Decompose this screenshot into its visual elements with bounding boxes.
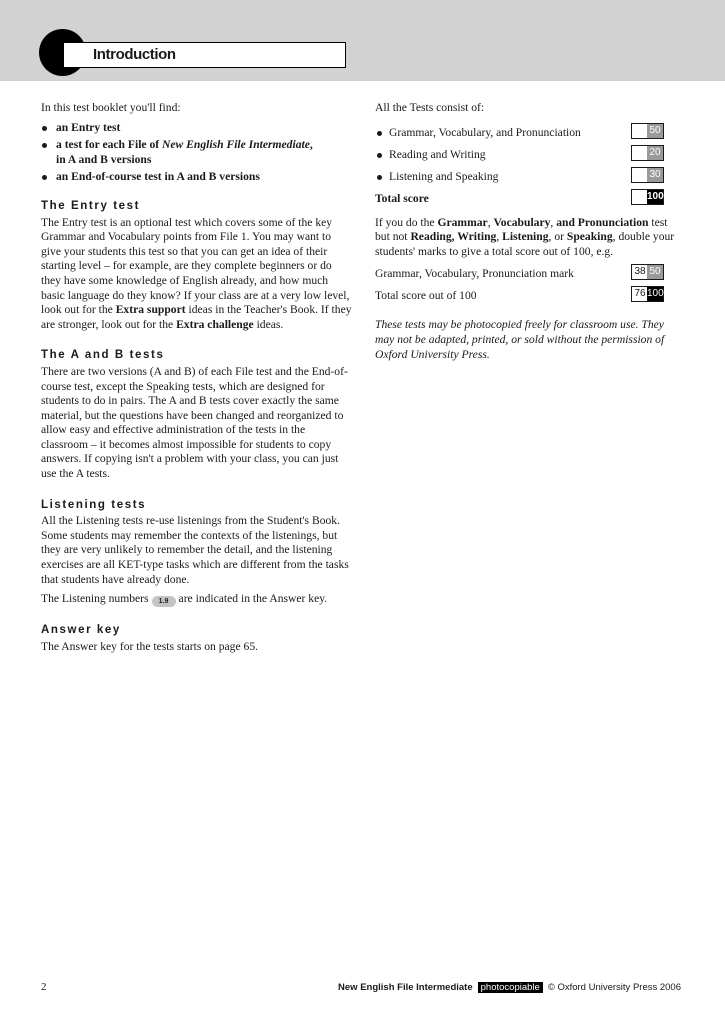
- section-heading-answer-key: Answer key: [41, 624, 121, 637]
- bullet-icon: [377, 153, 382, 158]
- bullet-icon: [42, 143, 47, 148]
- score-box: 50: [631, 123, 664, 139]
- answer-key-text: The Answer key for the tests starts on page 65.: [41, 639, 259, 653]
- example-row: Total score out of 100 76 100: [375, 288, 664, 303]
- score-row: Reading and Writing 20: [375, 145, 675, 167]
- book-title: New English File Intermediate: [162, 138, 310, 152]
- example-total-box: 76 100: [631, 286, 664, 302]
- total-score-box: 100: [631, 189, 664, 205]
- score-row: Grammar, Vocabulary, and Pronunciation 50: [375, 123, 675, 145]
- score-box: 20: [631, 145, 664, 161]
- listening-numbers-text: The Listening numbers 1.9 are indicated in the Answer key.: [41, 592, 328, 606]
- tests-intro-text: All the Tests consist of:: [375, 101, 485, 114]
- ab-tests-text: There are two versions (A and B) of each File test and the End-of-course test, except the Speaking tests, which are designed for students to do in pairs. The A and B tests cover exactly the same material, but the questions have been changed and reorganized to allow easy and effective administration of the tests in the classroom – it becomes almost impossible for students to copy answers. If copying isn't a problem with your class, you can just use the A tests.: [41, 364, 348, 481]
- section-heading-ab-tests: The A and B tests: [41, 349, 165, 362]
- list-item: an Entry test: [41, 121, 353, 136]
- example-row: Grammar, Vocabulary, Pronunciation mark 38 50: [375, 264, 675, 286]
- cd-track-badge: 1.9: [152, 596, 176, 607]
- page-title: Introduction: [63, 42, 346, 68]
- page-number: 2: [41, 981, 47, 993]
- intro-text: In this test booklet you'll find:: [41, 101, 181, 114]
- example-score-box: 38 50: [631, 264, 664, 280]
- bullet-icon: [42, 126, 47, 131]
- list-item: an End-of-course test in A and B versions: [41, 170, 353, 185]
- photocopy-note: These tests may be photocopied freely for classroom use. They may not be adapted, printed, or sold without the permission of Oxford University Press.: [375, 318, 665, 361]
- copyright-text: © Oxford University Press 2006: [547, 982, 681, 993]
- total-score-row: Total score 100: [375, 190, 664, 205]
- listening-tests-text: All the Listening tests re-use listenings from the Student's Book. Some students may remember the contexts of the listenings, but they are very unlikely to remember the detail, and the listening exercises are all KET-type tasks which are different from the tasks that students have already done.: [41, 514, 349, 586]
- header-band: [0, 0, 725, 81]
- entry-test-text: The Entry test is an optional test which covers some of the key Grammar and Vocabulary points from File 1. You may want to give your students this test so that you can get an idea of their starting level – for example, are they complete beginners or do they have some knowledge of English already, and how much basic language do they know? If your class are at a very low level, look out for the Extra support ideas in the Teacher's Book. If they are stronger, look out for the Extra challenge ideas.: [41, 215, 352, 331]
- footer-credit: [338, 981, 681, 996]
- section-heading-entry-test: The Entry test: [41, 199, 141, 212]
- double-marks-text: If you do the Grammar, Vocabulary, and Pronunciation test but not Reading, Writing, Listening, or Speaking, double your students' marks to give a total score out of 100, e.g.: [375, 215, 675, 258]
- section-heading-listening-tests: Listening tests: [41, 498, 147, 511]
- left-column: [41, 101, 353, 654]
- contents-list: [41, 121, 353, 185]
- bullet-icon: [377, 175, 382, 180]
- list-item: a test for each File of New English File Intermediate, in A and B versions: [41, 138, 353, 167]
- photocopiable-label: photocopiable: [478, 982, 543, 993]
- score-box: 30: [631, 167, 664, 183]
- bullet-icon: [42, 175, 47, 180]
- bullet-icon: [377, 131, 382, 136]
- right-column: [375, 101, 675, 362]
- score-row: Listening and Speaking 30: [375, 167, 675, 189]
- footer-book-title: New English File Intermediate: [338, 982, 473, 993]
